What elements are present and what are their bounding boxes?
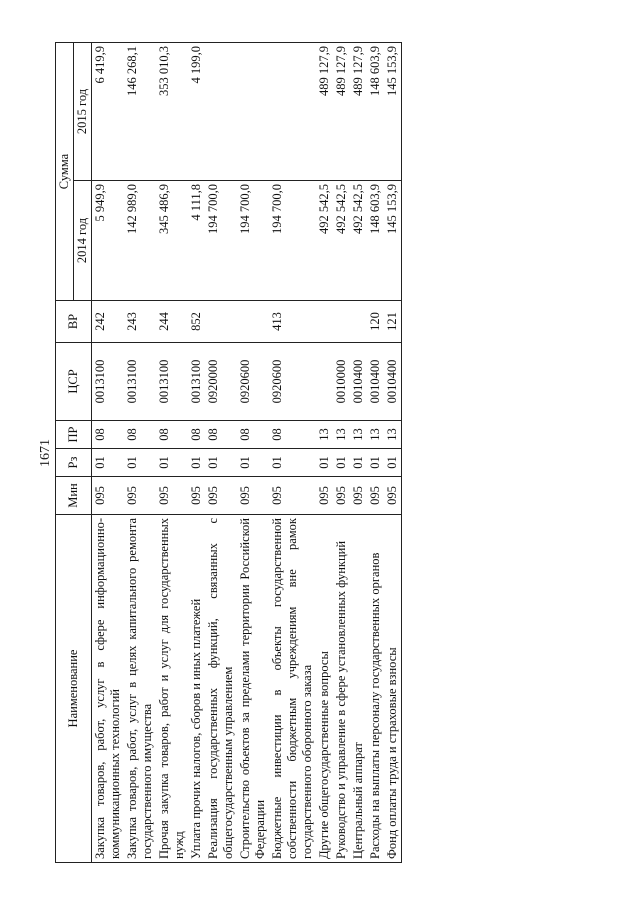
row-name: Руководство и управление в сфере установленных функций — [333, 514, 350, 862]
row-name: Реализация государственных функций, связанных с общегосударственным управлением — [205, 514, 237, 862]
header-sum: Сумма — [56, 42, 74, 300]
row-rz: 01 — [92, 448, 125, 476]
row-rz: 01 — [205, 448, 237, 476]
row-name: Прочая закупка товаров, работ и услуг для государственных нужд — [156, 514, 188, 862]
row-sum-2015 — [237, 42, 269, 180]
table-row — [92, 42, 125, 862]
row-sum-2014: 345 486,9 — [156, 180, 188, 300]
row-name: Фонд оплаты труда и страховые взносы — [384, 514, 402, 862]
row-pr: 13 — [384, 420, 402, 448]
row-name: Строительство объектов за пределами территории Российской Федерации — [237, 514, 269, 862]
row-pr: 08 — [124, 420, 156, 448]
header-pr: ПР — [56, 420, 92, 448]
row-sum-2014: 194 700,0 — [269, 180, 316, 300]
table-body — [92, 42, 402, 862]
row-rz: 01 — [188, 448, 205, 476]
row-rz: 01 — [316, 448, 333, 476]
row-sum-2015: 146 268,1 — [124, 42, 156, 180]
row-pr: 08 — [237, 420, 269, 448]
row-pr: 08 — [188, 420, 205, 448]
row-sum-2015: 489 127,9 — [316, 42, 333, 180]
row-vr — [333, 300, 350, 342]
table-row — [316, 42, 333, 862]
row-csr: 0013100 — [92, 342, 125, 420]
row-min: 095 — [188, 476, 205, 514]
row-vr: 244 — [156, 300, 188, 342]
row-sum-2014: 148 603,9 — [367, 180, 384, 300]
row-csr: 0920000 — [205, 342, 237, 420]
rotated-table-wrapper — [55, 43, 585, 863]
row-rz: 01 — [124, 448, 156, 476]
row-name: Расходы на выплаты персоналу государственных органов — [367, 514, 384, 862]
budget-table — [55, 42, 402, 863]
row-name: Закупка товаров, работ, услуг в сфере информационно-коммуникационных технологий — [92, 514, 125, 862]
row-rz: 01 — [237, 448, 269, 476]
row-sum-2015: 148 603,9 — [367, 42, 384, 180]
table-row — [367, 42, 384, 862]
row-vr — [205, 300, 237, 342]
row-rz: 01 — [384, 448, 402, 476]
row-csr: 0013100 — [188, 342, 205, 420]
header-2015: 2015 год — [74, 42, 92, 180]
table-row — [333, 42, 350, 862]
row-sum-2015: 4 199,0 — [188, 42, 205, 180]
table-row — [205, 42, 237, 862]
row-sum-2015: 6 419,9 — [92, 42, 125, 180]
row-sum-2014: 5 949,9 — [92, 180, 125, 300]
row-name: Уплата прочих налогов, сборов и иных платежей — [188, 514, 205, 862]
row-vr: 120 — [367, 300, 384, 342]
row-pr: 08 — [156, 420, 188, 448]
row-pr: 08 — [205, 420, 237, 448]
row-rz: 01 — [350, 448, 367, 476]
row-name: Бюджетные инвестиции в объекты государственной собственности бюджетным учреждениям вне рамок государственного оборонного заказа — [269, 514, 316, 862]
row-min: 095 — [92, 476, 125, 514]
row-rz: 01 — [367, 448, 384, 476]
row-min: 095 — [124, 476, 156, 514]
row-pr: 13 — [333, 420, 350, 448]
row-pr: 08 — [92, 420, 125, 448]
row-sum-2015: 145 153,9 — [384, 42, 402, 180]
table-row — [156, 42, 188, 862]
row-min: 095 — [367, 476, 384, 514]
row-min: 095 — [205, 476, 237, 514]
header-name: Наименование — [56, 514, 92, 862]
row-rz: 01 — [156, 448, 188, 476]
row-vr: 852 — [188, 300, 205, 342]
row-sum-2015: 353 010,3 — [156, 42, 188, 180]
row-csr: 0013100 — [156, 342, 188, 420]
row-sum-2014: 492 542,5 — [333, 180, 350, 300]
row-sum-2015 — [269, 42, 316, 180]
row-sum-2014: 142 989,0 — [124, 180, 156, 300]
row-min: 095 — [384, 476, 402, 514]
row-vr — [237, 300, 269, 342]
row-sum-2014: 4 111,8 — [188, 180, 205, 300]
row-csr: 0920600 — [269, 342, 316, 420]
row-csr: 0010400 — [367, 342, 384, 420]
row-sum-2014: 194 700,0 — [237, 180, 269, 300]
row-sum-2015: 489 127,9 — [333, 42, 350, 180]
row-rz: 01 — [333, 448, 350, 476]
row-csr: 0013100 — [124, 342, 156, 420]
row-min: 095 — [350, 476, 367, 514]
row-name: Центральный аппарат — [350, 514, 367, 862]
row-vr: 243 — [124, 300, 156, 342]
row-min: 095 — [237, 476, 269, 514]
row-vr: 121 — [384, 300, 402, 342]
row-name: Другие общегосударственные вопросы — [316, 514, 333, 862]
row-sum-2014: 492 542,5 — [316, 180, 333, 300]
header-csr: ЦСР — [56, 342, 92, 420]
row-rz: 01 — [269, 448, 316, 476]
row-sum-2014: 492 542,5 — [350, 180, 367, 300]
row-pr: 08 — [269, 420, 316, 448]
table-row — [188, 42, 205, 862]
row-min: 095 — [156, 476, 188, 514]
row-sum-2014: 145 153,9 — [384, 180, 402, 300]
row-csr: 0010000 — [333, 342, 350, 420]
row-pr: 13 — [350, 420, 367, 448]
table-row — [384, 42, 402, 862]
row-min: 095 — [316, 476, 333, 514]
row-sum-2015: 489 127,9 — [350, 42, 367, 180]
row-vr: 242 — [92, 300, 125, 342]
table-row — [269, 42, 316, 862]
row-csr — [316, 342, 333, 420]
row-vr: 413 — [269, 300, 316, 342]
row-min: 095 — [269, 476, 316, 514]
row-name: Закупка товаров, работ, услуг в целях капитального ремонта государственного имущества — [124, 514, 156, 862]
row-sum-2014: 194 700,0 — [205, 180, 237, 300]
row-csr: 0010400 — [384, 342, 402, 420]
header-2014: 2014 год — [74, 180, 92, 300]
row-vr — [316, 300, 333, 342]
row-pr: 13 — [316, 420, 333, 448]
row-vr — [350, 300, 367, 342]
table-row — [237, 42, 269, 862]
header-rz: Рз — [56, 448, 92, 476]
page-number: 1671 — [38, 439, 53, 467]
row-csr: 0010400 — [350, 342, 367, 420]
header-vr: ВР — [56, 300, 92, 342]
row-sum-2015 — [205, 42, 237, 180]
row-csr: 0920600 — [237, 342, 269, 420]
row-min: 095 — [333, 476, 350, 514]
table-row — [350, 42, 367, 862]
row-pr: 13 — [367, 420, 384, 448]
header-min: Мин — [56, 476, 92, 514]
table-row — [124, 42, 156, 862]
